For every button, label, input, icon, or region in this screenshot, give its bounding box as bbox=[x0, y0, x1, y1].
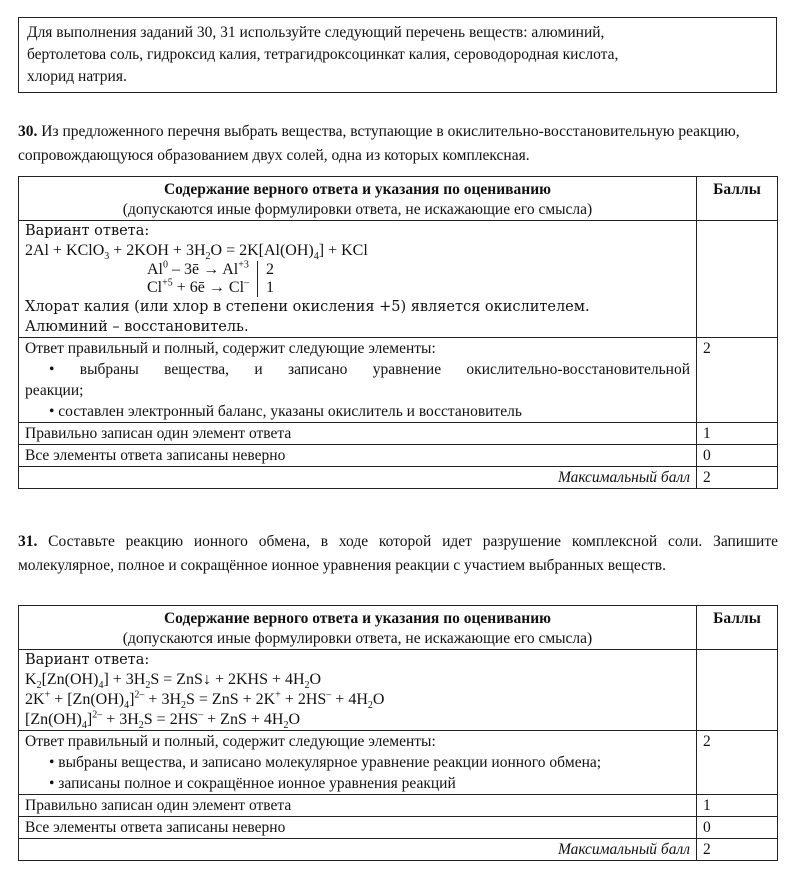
balance-coef-cl: 1 bbox=[266, 279, 275, 296]
criterion-score: 1 bbox=[697, 795, 778, 817]
oxidizer-statement: Хлорат калия (или хлор в степени окисления +5) является окислителем. bbox=[25, 299, 590, 315]
criterion-row bbox=[19, 795, 778, 817]
intro-line-1: Для выполнения заданий 30, 31 используйте следующий перечень веществ: алюминий, bbox=[27, 24, 605, 41]
max-score-row bbox=[19, 839, 778, 861]
task-30-grading-table bbox=[18, 176, 778, 489]
criterion-score: 0 bbox=[697, 817, 778, 839]
electron-balance bbox=[147, 261, 690, 297]
criterion-text: Правильно записан один элемент ответа bbox=[19, 795, 697, 817]
criterion-text: Правильно записан один элемент ответа bbox=[19, 423, 697, 445]
answer-cell bbox=[19, 650, 697, 731]
full-ionic-equation: $2K^+ + [Zn(OH)_4]^{2-} + 3H_2S$ = ZnS + $2K^+ + 2HS^- + 4H_2O$ bbox=[25, 689, 385, 712]
answer-label: Вариант ответа: bbox=[25, 652, 150, 668]
score-header: Баллы bbox=[697, 177, 778, 221]
criterion-score: 2 bbox=[697, 338, 778, 423]
answer-row bbox=[19, 650, 778, 731]
criterion-text: Ответ правильный и полный, содержит следующие элементы: bbox=[25, 733, 436, 750]
content-header bbox=[19, 606, 697, 650]
content-header-subtitle: (допускаются иные формулировки ответа, не искажающие его смысла) bbox=[122, 201, 593, 218]
criterion-bullet: • записаны полное и сокращённое ионное уравнения реакций bbox=[49, 775, 456, 792]
criterion-row bbox=[19, 338, 778, 423]
criterion-row bbox=[19, 423, 778, 445]
content-header-subtitle: (допускаются иные формулировки ответа, не искажающие его смысла) bbox=[122, 630, 593, 647]
criterion-bullet: • выбраны вещества, и записано молекулярное уравнение реакции ионного обмена; bbox=[49, 754, 602, 771]
short-ionic-equation: $[Zn(OH)_4]^{2-} + 3H_2S = 2HS^-$ + ZnS + $4H_2O$ bbox=[25, 709, 300, 732]
answer-score-cell bbox=[697, 221, 778, 338]
criterion-text: Все элементы ответа записаны неверно bbox=[19, 445, 697, 467]
intro-line-2: бертолетова соль, гидроксид калия, тетрагидроксоцинкат калия, сероводородная кислота, bbox=[27, 46, 619, 63]
criterion-text: Все элементы ответа записаны неверно bbox=[19, 817, 697, 839]
content-header-title: Содержание верного ответа и указания по оцениванию bbox=[163, 181, 551, 198]
score-header: Баллы bbox=[697, 606, 778, 650]
task-30-text: Из предложенного перечня выбрать вещества, вступающие в окислительно-восстановительную реакцию, сопровождающуюся образованием двух солей, одна из которых комплексная. bbox=[18, 123, 740, 164]
criterion-score: 1 bbox=[697, 423, 778, 445]
balance-half-cl: $Cl^{+5}$ + 6ē → Cl– bbox=[147, 277, 250, 296]
answer-score-cell bbox=[697, 650, 778, 731]
max-score-value: 2 bbox=[697, 467, 778, 489]
intro-line-3: хлорид натрия. bbox=[27, 68, 127, 85]
max-score-label: Максимальный балл bbox=[19, 467, 697, 489]
answer-row bbox=[19, 221, 778, 338]
task-31-number: 31. bbox=[18, 533, 38, 550]
max-score-value: 2 bbox=[697, 839, 778, 861]
balance-half-al: Al$^0$ – 3ē → $Al^{+3}$ bbox=[147, 259, 249, 278]
answer-cell bbox=[19, 221, 697, 338]
task-31-text: Составьте реакцию ионного обмена, в ходе которой идет разрушение комплексной соли. Запишите молекулярное, полное и сокращённое ионное уравнения реакции с участием выбранных веществ. bbox=[18, 533, 778, 574]
molecular-equation: $K_2[Zn(OH)_4] + 3H_2S$ = ZnS↓ + $2KHS + 4H_2O$ bbox=[25, 671, 322, 692]
content-header bbox=[19, 177, 697, 221]
table-header-row bbox=[19, 606, 778, 650]
balance-coef-al: 2 bbox=[266, 261, 275, 278]
criterion-bullet-cont: реакции; bbox=[25, 382, 84, 399]
criterion-score: 2 bbox=[697, 731, 778, 795]
criterion-score: 0 bbox=[697, 445, 778, 467]
criterion-row bbox=[19, 817, 778, 839]
criterion-row bbox=[19, 731, 778, 795]
answer-label: Вариант ответа: bbox=[25, 223, 150, 239]
criterion-bullet: • составлен электронный баланс, указаны окислитель и восстановитель bbox=[49, 403, 522, 420]
criterion-row bbox=[19, 445, 778, 467]
task-31-grading-table bbox=[18, 605, 778, 861]
substances-list-box bbox=[18, 17, 777, 93]
table-header-row bbox=[19, 177, 778, 221]
max-score-label: Максимальный балл bbox=[19, 839, 697, 861]
max-score-row bbox=[19, 467, 778, 489]
criterion-bullet: • выбраны вещества, и записано уравнение окислительно-восстановительной bbox=[49, 361, 690, 378]
task-31-statement bbox=[18, 530, 778, 578]
task-30-number: 30. bbox=[18, 123, 38, 140]
redox-equation: 2Al + KClO$_3$ + $2KOH + 3H_2O = 2K[Al(OH)_4]$ + KCl bbox=[25, 242, 368, 263]
task-30-statement bbox=[18, 120, 778, 168]
content-header-title: Содержание верного ответа и указания по оцениванию bbox=[163, 610, 551, 627]
reducer-statement: Алюминий – восстановитель. bbox=[25, 319, 249, 335]
criterion-text: Ответ правильный и полный, содержит следующие элементы: bbox=[25, 340, 436, 357]
